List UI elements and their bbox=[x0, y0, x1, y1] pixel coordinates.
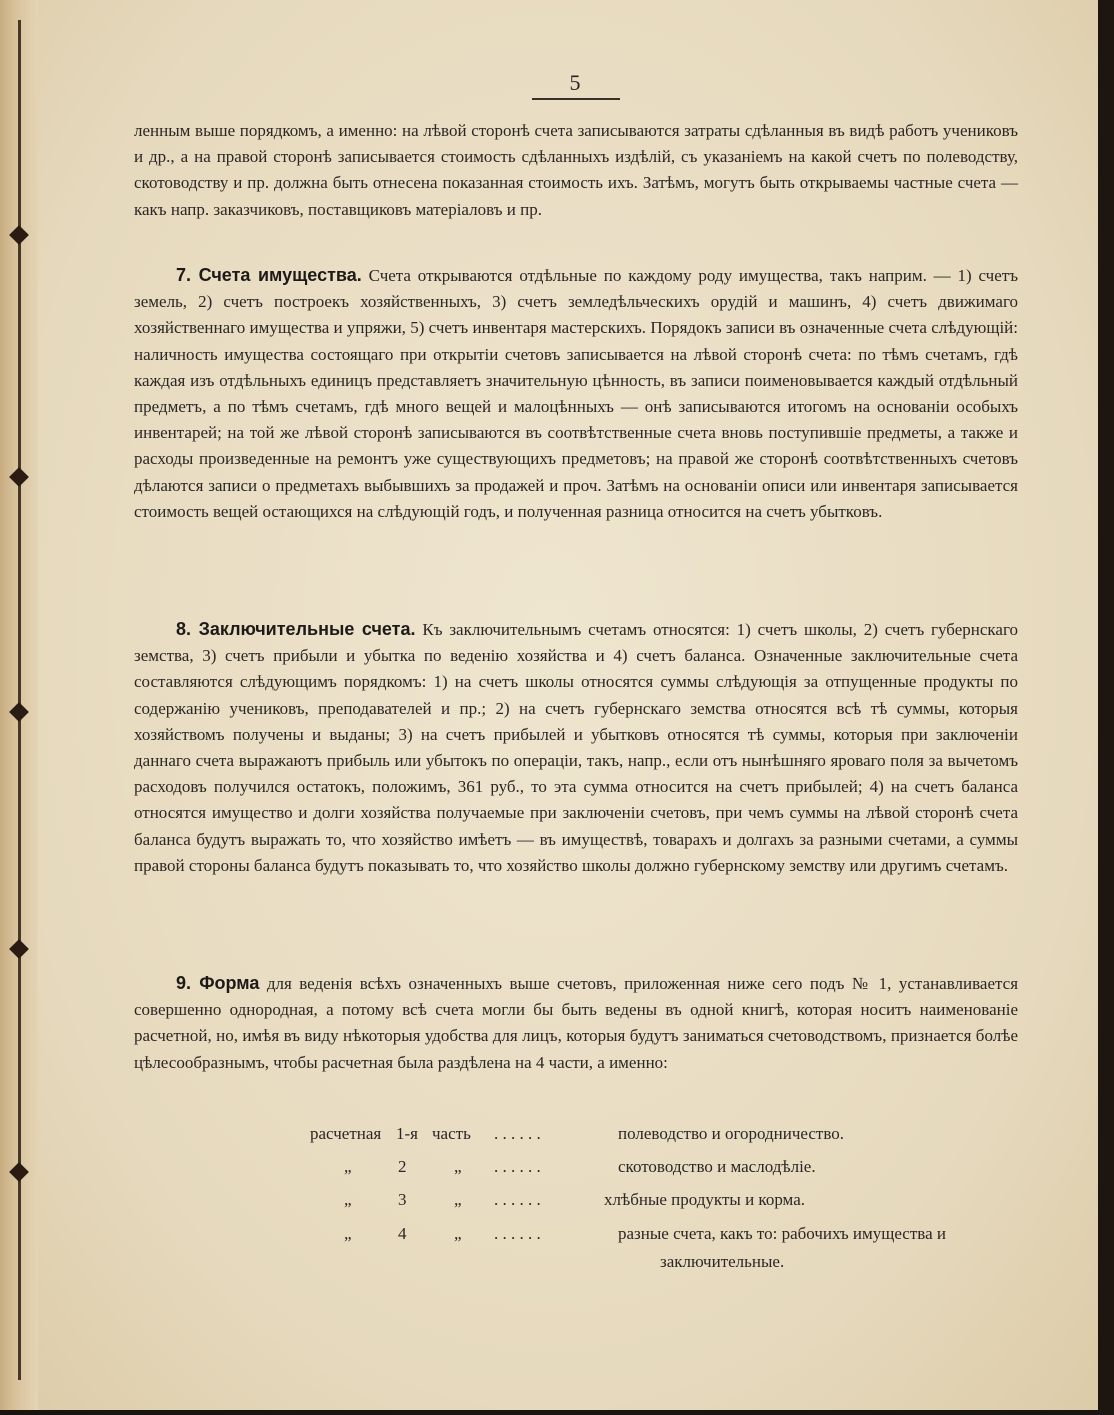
part-number: 2 bbox=[398, 1157, 407, 1176]
leader-dots: . . . . . . bbox=[494, 1124, 541, 1143]
part-number: 1-я bbox=[396, 1124, 418, 1143]
part-unit: „ bbox=[454, 1157, 462, 1176]
section-9-heading: 9. Форма bbox=[176, 973, 260, 993]
part-description: хлѣбные продукты и корма. bbox=[604, 1190, 805, 1209]
section-9-body: для веденія всѣхъ означенныхъ выше счетовъ, приложенная ниже сего подъ № 1, устанавливается совершенно однородная, а потому всѣ счета могли бы быть ведены въ одной книгѣ, которая носитъ наименованіе расчетной, но, имѣя въ виду нѣкоторыя удобства для лицъ, которыя будутъ заниматься счетоводствомъ, признается болѣе цѣлесообразнымъ, чтобы расчетная была раздѣлена на 4 части, а именно: bbox=[134, 974, 1019, 1072]
part-description: полеводство и огородничество. bbox=[618, 1124, 845, 1143]
leader-dots: . . . . . . bbox=[494, 1190, 541, 1209]
part-prefix: расчетная bbox=[310, 1124, 382, 1143]
part-prefix: „ bbox=[344, 1190, 352, 1209]
part-description-continued: заключительные. bbox=[660, 1252, 785, 1271]
part-number: 3 bbox=[398, 1190, 407, 1209]
continuation-paragraph: ленным выше порядкомъ, а именно: на лѣвой сторонѣ счета записываются затраты сдѣланныя въ видѣ работъ учениковъ и др., а на правой сторонѣ записывается стоимость сдѣланныхъ издѣлій, съ указаніемъ на какой счетъ по полеводству, скотоводству и пр. должна быть отнесена показанная стоимость ихъ. Затѣмъ, могутъ быть открываемы частные счета — какъ напр. заказчиковъ, поставщиковъ матеріаловъ и пр. bbox=[134, 121, 1018, 219]
page-number: 5 bbox=[569, 70, 581, 95]
part-prefix: „ bbox=[344, 1224, 352, 1243]
leader-dots: . . . . . . bbox=[494, 1157, 541, 1176]
part-description: скотоводство и маслодѣліе. bbox=[618, 1157, 816, 1176]
leader-dots: . . . . . . bbox=[494, 1224, 541, 1243]
part-description: разные счета, какъ то: рабочихъ имущества и bbox=[618, 1224, 946, 1243]
page-number-rule bbox=[532, 98, 620, 100]
part-number: 4 bbox=[398, 1224, 407, 1243]
part-prefix: „ bbox=[344, 1157, 352, 1176]
section-7-body: Счета открываются отдѣльные по каждому роду имущества, такъ наприм. — 1) счетъ земель, 2) счетъ построекъ хозяйственныхъ, 3) счетъ земледѣльческихъ орудій и машинъ, 4) счетъ движимаго хозяйственнаго имущества и упряжи, 5) счетъ инвентаря мастерскихъ. Порядокъ записи въ означенные счета слѣдующій: наличность имущества состоящаго при открытіи счетовъ записывается на лѣвой сторонѣ счета: по тѣмъ счетамъ, гдѣ каждая изъ отдѣльныхъ единицъ представляетъ значительную цѣнность, въ записи поименовывается каждый отдѣльный предметъ, а по тѣмъ счетамъ, гдѣ много вещей и малоцѣнныхъ — онѣ записываются итогомъ на основаніи особыхъ инвентарей; на той же лѣвой сторонѣ записываются въ соотвѣтственные счета вновь поступившіе предметы, а также и расходы произведенные на ремонтъ уже существующихъ предметовъ; на правой же сторонѣ соотвѣтственныхъ счетовъ дѣлаются записи о предметахъ выбывшихъ за продажей и проч. Затѣмъ на основаніи описи или инвентаря записывается стоимость вещей остающихся на слѣдующій годъ, и полученная разница относится на счетъ убытковъ. bbox=[134, 266, 1018, 521]
section-7-heading: 7. Счета имущества. bbox=[176, 265, 362, 285]
section-9-paragraph bbox=[134, 970, 1018, 1076]
section-8-paragraph bbox=[134, 616, 1018, 879]
part-unit: „ bbox=[454, 1224, 462, 1243]
part-unit: часть bbox=[432, 1124, 471, 1143]
section-8-heading: 8. Заключительные счета. bbox=[176, 619, 416, 639]
scan-background-edge bbox=[1098, 0, 1114, 1415]
section-7-paragraph bbox=[134, 262, 1018, 525]
part-unit: „ bbox=[454, 1190, 462, 1209]
section-8-body: Къ заключительнымъ счетамъ относятся: 1) счетъ школы, 2) счетъ губернскаго земства, 3) счетъ прибыли и убытка по веденію хозяйства и 4) счетъ баланса. Означенные заключительные счета составляются слѣдующимъ порядкомъ: 1) на счетъ школы относятся суммы слѣдующія за отпущенные продукты по содержанію учениковъ, преподавателей и пр.; 2) на счетъ губернскаго земства относятся всѣ тѣ суммы, которыя хозяйствомъ получены и выданы; 3) на счетъ прибылей и убытковъ относятся тѣ суммы, которыя при заключеніи даннаго счета выражаютъ прибыль или убытокъ по операціи, такъ, напр., если отъ нынѣшняго яроваго поля за вычетомъ расходовъ получился остатокъ, положимъ, 361 руб., то эта сумма относится на счетъ прибылей; 4) на счетъ баланса относятся имущество и долги хозяйства получаемые при заключеніи счетовъ, при чемъ суммы на лѣвой сторонѣ счета баланса будутъ выражать то, что хозяйство имѣетъ — въ имуществѣ, товарахъ и долгахъ за разными счетами, а суммы правой стороны баланса будутъ показывать то, что хозяйство школы должно губернскому земству или другимъ счетамъ. bbox=[134, 620, 1019, 875]
